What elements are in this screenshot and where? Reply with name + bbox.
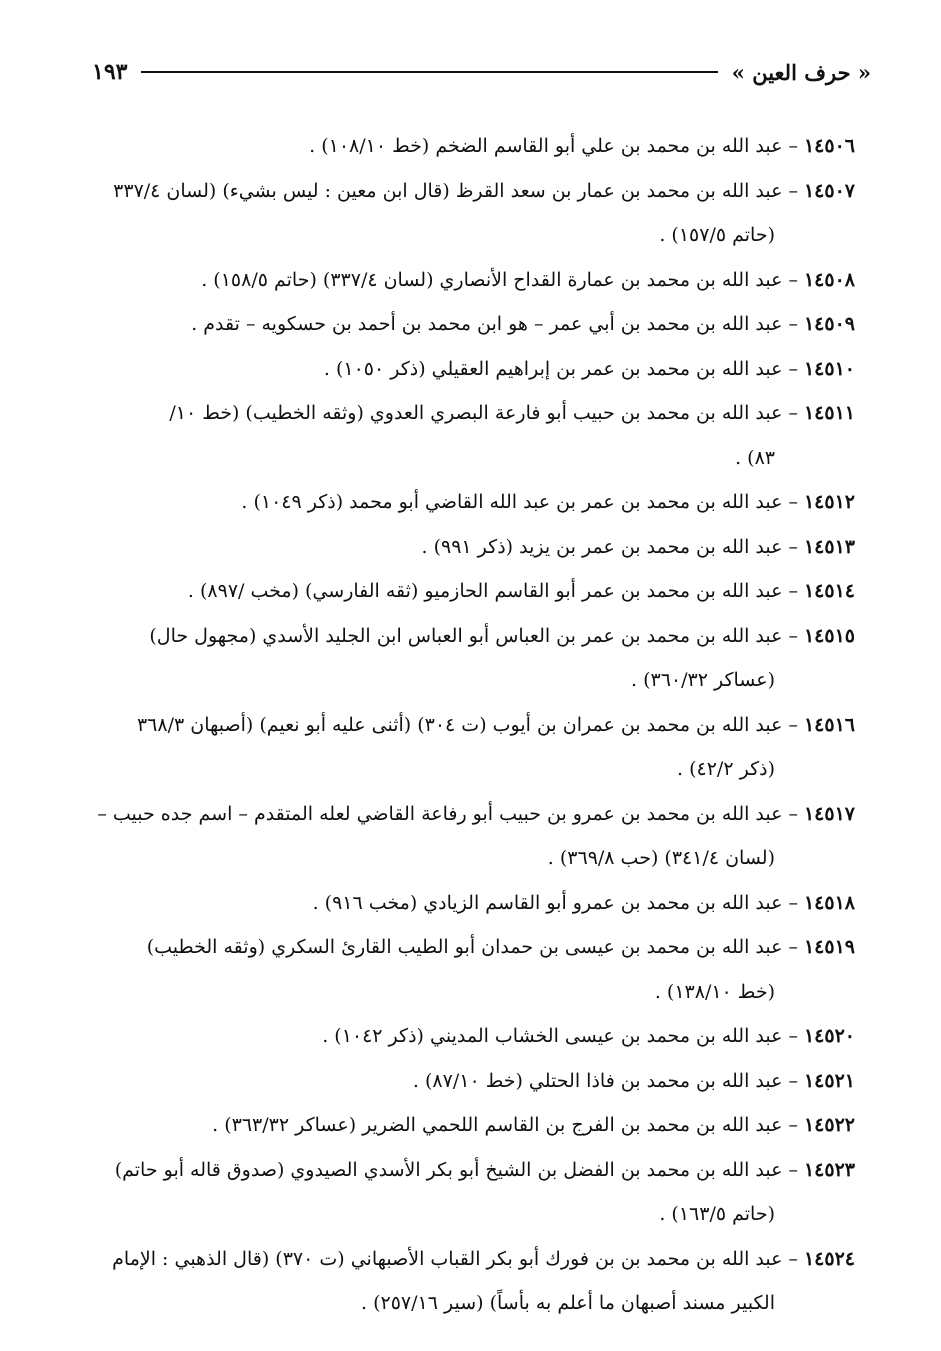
entry-number: ١٤٥١٤ bbox=[803, 580, 855, 602]
entry-number: ١٤٥٢١ bbox=[803, 1069, 855, 1092]
biography-entry bbox=[72, 1237, 855, 1326]
entry-text: عبد الله بن محمد بن عمرو أبو القاسم الزيادي (مخب ٩١٦) . bbox=[312, 891, 783, 914]
entry-dash: – bbox=[788, 535, 798, 558]
entry-number: ١٤٥١٧ bbox=[803, 802, 855, 825]
biography-entry bbox=[72, 792, 855, 881]
entry-text: عبد الله بن محمد بن علي أبو القاسم الضخم (خط ١٠٨/١٠) . bbox=[309, 135, 783, 157]
entry-number: ١٤٥٢٢ bbox=[803, 1114, 855, 1136]
entry-text: عبد الله بن محمد بن الفضل بن الشيخ أبو بكر الأسدي الصيدوي (صدوق قاله أبو حاتم) bbox=[114, 1158, 783, 1181]
entry-text: عبد الله بن محمد بن عمر بن عبد الله القاضي أبو محمد (ذكر ١٠٤٩) . bbox=[241, 491, 783, 513]
biography-entry bbox=[72, 569, 855, 614]
entry-number: ١٤٥١٨ bbox=[803, 891, 855, 914]
biography-entry bbox=[72, 391, 855, 480]
entry-text: عبد الله بن محمد بن بن فورك أبو بكر القباب الأصبهاني (ت ٣٧٠) (قال الذهبي : الإمام bbox=[112, 1247, 783, 1270]
entry-dash: – bbox=[788, 1247, 798, 1270]
biography-entry bbox=[72, 525, 855, 570]
biography-entry bbox=[72, 925, 855, 1014]
entry-number: ١٤٥١٥ bbox=[803, 624, 855, 647]
entry-dash: – bbox=[788, 1025, 798, 1047]
entry-text: عبد الله بن محمد بن عمر أبو القاسم الحازميو (ثقه الفارسي) (مخب /٨٩٧) . bbox=[187, 580, 783, 602]
entry-number: ١٤٥٠٦ bbox=[803, 135, 855, 157]
entry-text: عبد الله بن محمد بن عمر بن العباس أبو العباس ابن الجليد الأسدي (مجهول حال) bbox=[149, 624, 783, 647]
entry-number: ١٤٥٢٠ bbox=[803, 1025, 855, 1047]
entry-number: ١٤٥١٩ bbox=[803, 936, 855, 958]
entry-number: ١٤٥٠٨ bbox=[803, 268, 855, 291]
biography-entry bbox=[72, 258, 855, 303]
entry-text-continued: (عساكر ٣٦٠/٣٢) . bbox=[631, 669, 775, 691]
entry-number: ١٤٥١٢ bbox=[803, 491, 855, 513]
biography-entry bbox=[72, 347, 855, 392]
biography-entry bbox=[72, 1059, 855, 1104]
entry-dash: – bbox=[788, 580, 798, 602]
entry-number: ١٤٥١٣ bbox=[803, 535, 855, 558]
entry-text-continued: (خط ١٣٨/١٠) . bbox=[654, 980, 775, 1003]
page-header bbox=[92, 52, 871, 92]
biography-entry bbox=[72, 703, 855, 792]
entry-dash: – bbox=[788, 491, 798, 513]
entry-dash: – bbox=[788, 802, 798, 825]
entry-text: عبد الله بن محمد بن الفرج بن القاسم اللحمي الضرير (عساكر ٣٦٣/٣٢) . bbox=[212, 1114, 783, 1136]
entry-text: عبد الله بن محمد بن فاذا الحتلي (خط ٨٧/١٠) . bbox=[412, 1069, 783, 1092]
header-rule bbox=[141, 71, 717, 73]
entry-number: ١٤٥٢٤ bbox=[803, 1247, 855, 1270]
page-number: ١٩٣ bbox=[92, 59, 128, 85]
entry-number: ١٤٥٢٣ bbox=[803, 1158, 855, 1181]
entry-text-continued: (حاتم ١٥٧/٥) . bbox=[659, 224, 775, 246]
entry-number: ١٤٥٠٩ bbox=[803, 313, 855, 335]
entry-dash: – bbox=[788, 936, 798, 958]
entry-text: عبد الله بن محمد بن عمر بن إبراهيم العقيلي (ذكر ١٠٥٠) . bbox=[323, 357, 783, 380]
biography-entry bbox=[72, 124, 855, 169]
entry-text-continued: (حاتم ١٦٣/٥) . bbox=[659, 1203, 775, 1225]
entries-list bbox=[72, 124, 855, 1326]
entry-dash: – bbox=[788, 1114, 798, 1136]
entry-dash: – bbox=[788, 135, 798, 157]
biography-entry bbox=[72, 1148, 855, 1237]
entry-text: عبد الله بن محمد بن عمران بن أيوب (ت ٣٠٤) (أثنى عليه أبو نعيم) (أصبهان ٣٦٨/٣ bbox=[136, 713, 783, 736]
entry-text-continued: ٨٣) . bbox=[735, 446, 775, 469]
entry-text-continued: الكبير مسند أصبهان ما أعلم به بأساً) (سير ٢٥٧/١٦) . bbox=[361, 1292, 775, 1314]
entry-text: عبد الله بن محمد بن حبيب أبو فارعة البصري العدوي (وثقه الخطيب) (خط ١٠/ bbox=[169, 402, 783, 424]
entry-text: عبد الله بن محمد بن عمرو بن حبيب أبو رفاعة القاضي لعله المتقدم – اسم جده حبيب – bbox=[97, 802, 783, 825]
entry-dash: – bbox=[788, 357, 798, 380]
entry-dash: – bbox=[788, 713, 798, 736]
entry-dash: – bbox=[788, 624, 798, 647]
biography-entry bbox=[72, 881, 855, 926]
entry-dash: – bbox=[788, 313, 798, 335]
entry-text: عبد الله بن محمد بن عمار بن سعد القرظ (قال ابن معين : ليس بشيء) (لسان ٣٣٧/٤ bbox=[113, 179, 783, 202]
entry-text: عبد الله بن محمد بن أبي عمر – هو ابن محمد بن أحمد بن حسكويه – تقدم . bbox=[191, 313, 783, 335]
entry-dash: – bbox=[788, 1158, 798, 1181]
entry-text-continued: (لسان ٣٤١/٤) (حب ٣٦٩/٨) . bbox=[547, 847, 775, 869]
biography-entry bbox=[72, 1014, 855, 1059]
entry-text: عبد الله بن محمد بن عيسى الخشاب المديني (ذكر ١٠٤٢) . bbox=[322, 1025, 783, 1047]
entry-text: عبد الله بن محمد بن عيسى بن حمدان أبو الطيب القارئ السكري (وثقه الخطيب) bbox=[146, 936, 783, 958]
entry-text: عبد الله بن محمد بن عمر بن يزيد (ذكر ٩٩١) . bbox=[421, 535, 783, 558]
entry-text-continued: (ذكر ٤٢/٢) . bbox=[677, 758, 775, 780]
biography-entry bbox=[72, 480, 855, 525]
entry-dash: – bbox=[788, 402, 798, 424]
entry-dash: – bbox=[788, 179, 798, 202]
biography-entry bbox=[72, 169, 855, 258]
entry-number: ١٤٥١٦ bbox=[803, 713, 855, 736]
entry-dash: – bbox=[788, 268, 798, 291]
entry-number: ١٤٥١١ bbox=[803, 402, 855, 424]
entry-text: عبد الله بن محمد بن عمارة القداح الأنصاري (لسان ٣٣٧/٤) (حاتم ١٥٨/٥) . bbox=[201, 268, 783, 291]
running-title: « حرف العين » bbox=[731, 59, 871, 85]
biography-entry bbox=[72, 614, 855, 703]
biography-entry bbox=[72, 1103, 855, 1148]
entry-dash: – bbox=[788, 891, 798, 914]
entry-number: ١٤٥٠٧ bbox=[803, 179, 855, 202]
entry-dash: – bbox=[788, 1069, 798, 1092]
entry-number: ١٤٥١٠ bbox=[803, 357, 855, 380]
biography-entry bbox=[72, 302, 855, 347]
